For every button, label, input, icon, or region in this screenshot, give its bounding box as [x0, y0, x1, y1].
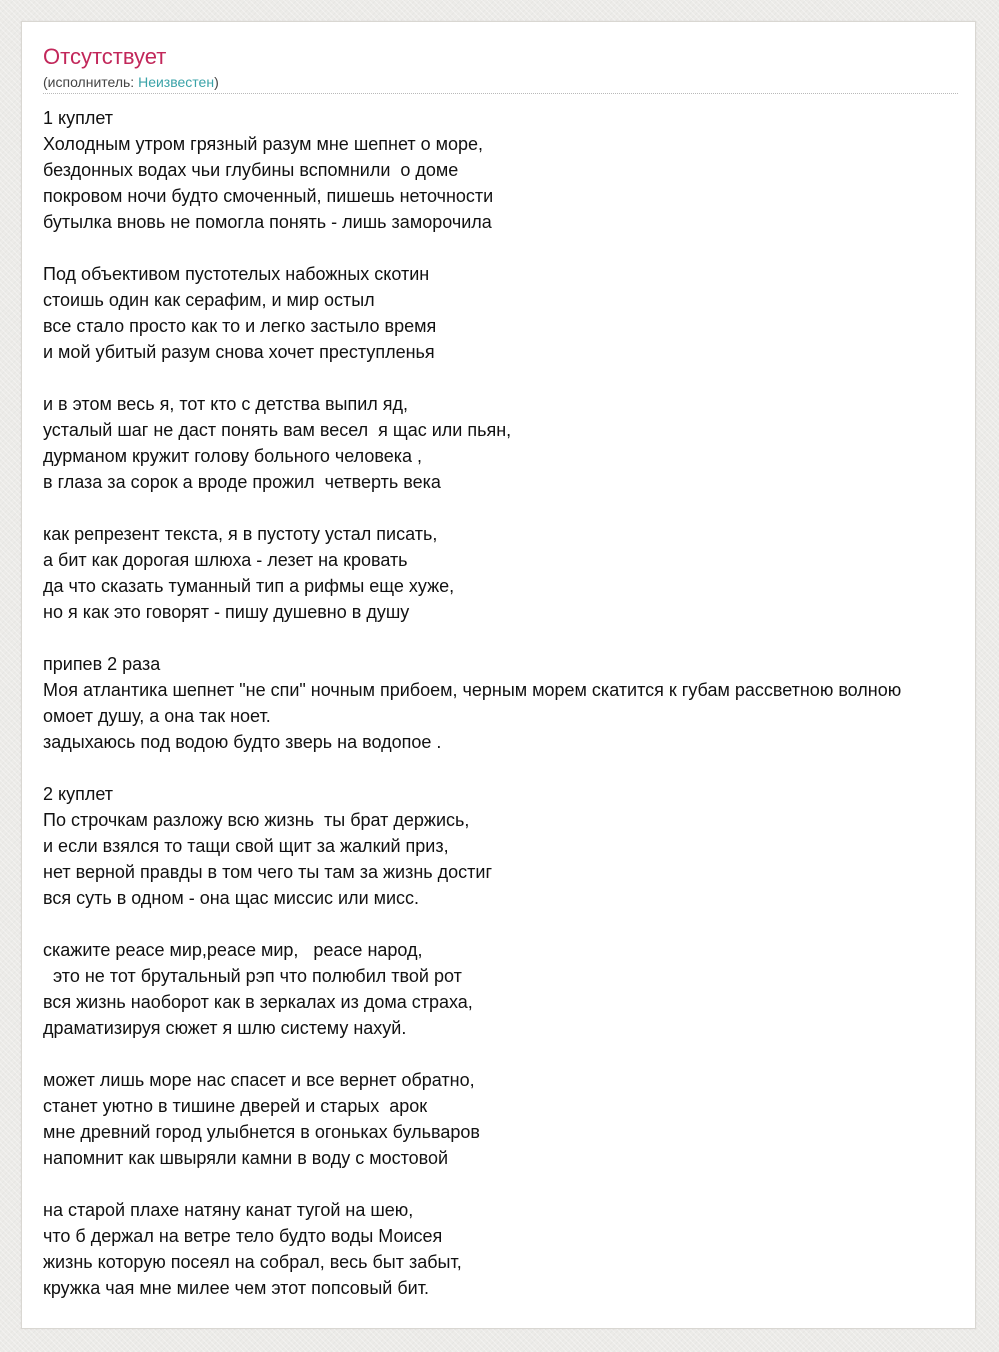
lyrics-stanza	[43, 1067, 996, 1171]
lyrics-line: усталый шаг не даст понять вам весел я щас или пьян,	[43, 420, 512, 440]
lyrics-stanza	[43, 651, 996, 755]
lyrics-line: Холодным утром грязный разум мне шепнет о море,	[43, 134, 484, 154]
lyrics-line: бездонных водах чьи глубины вспомнили о доме	[43, 160, 459, 180]
lyrics-line: станет уютно в тишине дверей и старых арок	[43, 1096, 428, 1116]
lyrics-line: в глаза за сорок а вроде прожил четверть века	[43, 472, 441, 492]
lyrics-card	[21, 21, 976, 1329]
lyrics-stanza	[43, 261, 996, 365]
lyrics-line: напомнит как швыряли камни в воду с мостовой	[43, 1148, 449, 1168]
lyrics-stanza	[43, 1197, 996, 1301]
lyrics-line: вся жизнь наоборот как в зеркалах из дома страха,	[43, 992, 473, 1012]
artist-prefix: (исполнитель:	[43, 74, 139, 90]
lyrics-line: стоишь один как серафим, и мир остыл	[43, 290, 375, 310]
lyrics-line: но я как это говорят - пишу душевно в душу	[43, 602, 410, 622]
artist-link[interactable]: Неизвестен	[138, 74, 215, 90]
lyrics-text	[43, 105, 996, 1327]
lyrics-line: нет верной правды в том чего ты там за жизнь достиг	[43, 862, 493, 882]
lyrics-line: и если взялся то тащи свой щит за жалкий приз,	[43, 836, 449, 856]
lyrics-stanza	[43, 781, 996, 911]
lyrics-line: дурманом кружит голову больного человека ,	[43, 446, 423, 466]
lyrics-line: и в этом весь я, тот кто с детства выпил яд,	[43, 394, 409, 414]
song-title: Отсутствует	[43, 44, 167, 69]
lyrics-line: задыхаюсь под водою будто зверь на водопое .	[43, 732, 442, 752]
lyrics-line: 1 куплет	[43, 108, 113, 128]
lyrics-line: что б держал на ветре тело будто воды Моисея	[43, 1226, 443, 1246]
lyrics-line: скажите peace мир,peace мир, peace народ,	[43, 940, 423, 960]
lyrics-line: может лишь море нас спасет и все вернет обратно,	[43, 1070, 475, 1090]
lyrics-line: припев 2 раза	[43, 654, 161, 674]
lyrics-stanza	[43, 937, 996, 1041]
lyrics-stanza	[43, 391, 996, 495]
lyrics-line: драматизируя сюжет я шлю систему нахуй.	[43, 1018, 407, 1038]
lyrics-line: как репрезент текста, я в пустоту устал писать,	[43, 524, 438, 544]
lyrics-line: 2 куплет	[43, 784, 113, 804]
lyrics-line: Под объективом пустотелых набожных скотин	[43, 264, 430, 284]
lyrics-line: на старой плахе натяну канат тугой на шею,	[43, 1200, 414, 1220]
artist-suffix: )	[214, 74, 219, 90]
lyrics-line: омоет душу, а она так ноет.	[43, 706, 271, 726]
lyrics-line: кружка чая мне милее чем этот попсовый бит.	[43, 1278, 429, 1298]
lyrics-line: жизнь которую посеял на собрал, весь быт забыт,	[43, 1252, 462, 1272]
lyrics-line: покровом ночи будто смоченный, пишешь неточности	[43, 186, 494, 206]
lyrics-line: мне древний город улыбнется в огоньках бульваров	[43, 1122, 480, 1142]
lyrics-stanza	[43, 521, 996, 625]
lyrics-stanza	[43, 105, 996, 235]
lyrics-line: а бит как дорогая шлюха - лезет на кровать	[43, 550, 408, 570]
lyrics-line: По строчкам разложу всю жизнь ты брат держись,	[43, 810, 470, 830]
lyrics-line: бутылка вновь не помогла понять - лишь заморочила	[43, 212, 492, 232]
lyrics-line: да что сказать туманный тип а рифмы еще хуже,	[43, 576, 455, 596]
lyrics-line: это не тот брутальный рэп что полюбил твой рот	[43, 966, 462, 986]
lyrics-line: все стало просто как то и легко застыло время	[43, 316, 437, 336]
lyrics-line: Моя атлантика шепнет "не спи" ночным прибоем, черным морем скатится к губам рассветною волною	[43, 680, 902, 700]
lyrics-line: вся суть в одном - она щас миссис или мисс.	[43, 888, 420, 908]
lyrics-line: и мой убитый разум снова хочет преступленья	[43, 342, 435, 362]
artist-line	[43, 73, 219, 91]
dotted-divider	[43, 93, 958, 94]
